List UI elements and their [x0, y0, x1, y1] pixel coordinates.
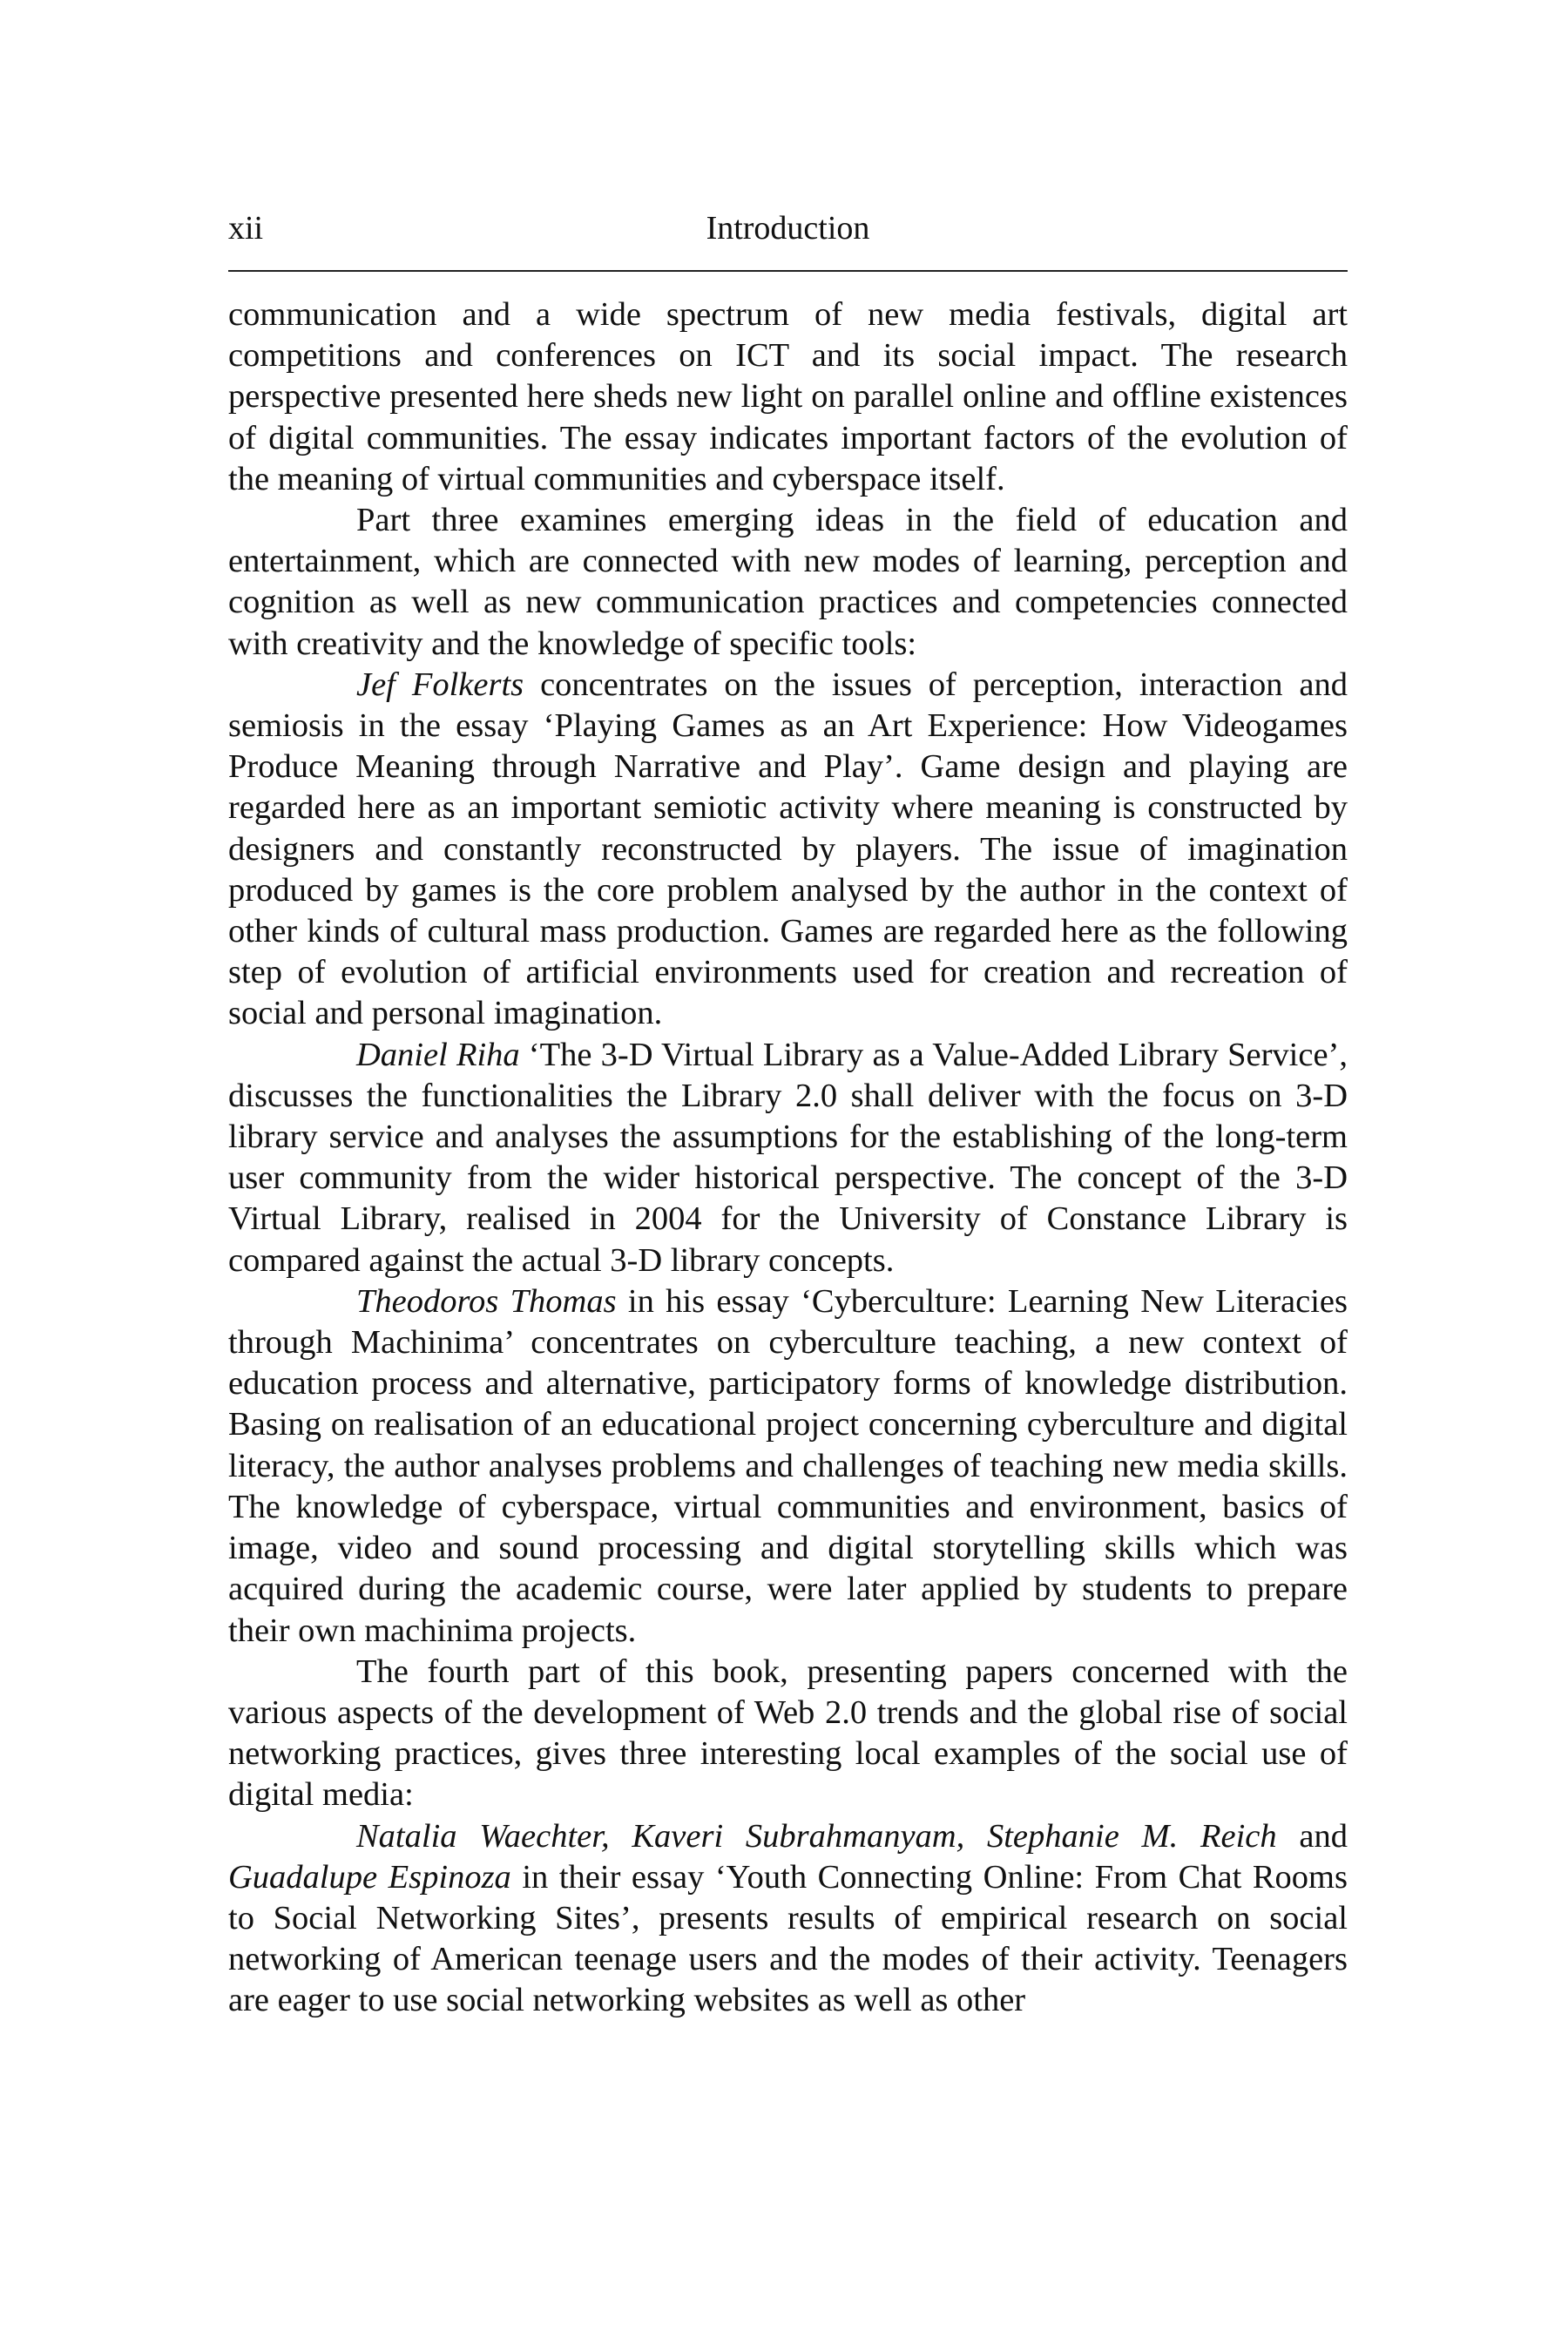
header-rule [228, 270, 1348, 272]
paragraph-text: Part three examines emerging ideas in the field of education and entertainment, which are connected with new modes of learning, perception and cognition as well as new communication practices and competencies connected with creativity and the knowledge of specific tools: [228, 502, 1348, 662]
paragraph-part-four [228, 1652, 1348, 1816]
running-head [228, 202, 1348, 254]
author-names: Natalia Waechter, Kaveri Subrahmanyam, Stephanie M. Reich [356, 1817, 1277, 1855]
author-name: Jef Folkerts [356, 666, 524, 703]
running-title: Introduction [706, 210, 870, 247]
page-number: xii [228, 210, 264, 247]
paragraph-text: communication and a wide spectrum of new media festivals, digital art competitions and conferences on ICT and its social impact. The research perspective presented here sheds new light on parallel online and offline existences of digital communities. The essay indicates important factors of the evolution of the meaning of virtual communities and cyberspace itself. [228, 296, 1348, 497]
paragraph-part-three [228, 500, 1348, 665]
paragraph-text: in their essay ‘Youth Connecting Online: From Chat Rooms to Social Networking Sites’, presents results of empirical research on social networking of American teenage users and the modes of their activity. Teenagers are eager to use social networking websites as well as other [228, 1858, 1348, 2019]
paragraph-riha [228, 1035, 1348, 1281]
author-name: Guadalupe Espinoza [228, 1858, 511, 1896]
author-name: Theodoros Thomas [356, 1282, 617, 1320]
author-name: Daniel Riha [356, 1036, 520, 1073]
paragraph-waechter [228, 1816, 1348, 2022]
paragraph-folkerts [228, 665, 1348, 1035]
paragraph-text: concentrates on the issues of perception, interaction and semiosis in the essay ‘Playing Games as an Art Experience: How Videogames Produce Meaning through Narrative and Play’. Game design and playing are regarded here as an important semiotic activity where meaning is constructed by designers and constantly reconstructed by players. The issue of imagination produced by games is the core problem analysed by the author in the context of other kinds of cultural mass production. Games are regarded here as the following step of evolution of artificial environments used for creation and recreation of social and personal imagination. [228, 666, 1348, 1032]
book-page [228, 202, 1348, 2022]
paragraph-text: ‘The 3-D Virtual Library as a Value-Added Library Service’, discusses the functionalities the Library 2.0 shall deliver with the focus on 3-D library service and analyses the assumptions for the establishing of the long-term user community from the wider historical perspective. The concept of the 3-D Virtual Library, realised in 2004 for the University of Constance Library is compared against the actual 3-D library concepts. [228, 1036, 1348, 1279]
conjunction: and [1276, 1817, 1348, 1855]
paragraph-continuation [228, 294, 1348, 500]
paragraph-text: in his essay ‘Cyberculture: Learning New Literacies through Machinima’ concentrates on cyberculture teaching, a new context of education process and alternative, participatory forms of knowledge distribution. Basing on realisation of an educational project concerning cyberculture and digital literacy, the author analyses problems and challenges of teaching new media skills. The knowledge of cyberspace, virtual communities and environment, basics of image, video and sound processing and digital storytelling skills which was acquired during the academic course, were later applied by students to prepare their own machinima projects. [228, 1282, 1348, 1649]
body-text [228, 294, 1348, 2022]
paragraph-thomas [228, 1281, 1348, 1652]
paragraph-text: The fourth part of this book, presenting papers concerned with the various aspects of the development of Web 2.0 trends and the global rise of social networking practices, gives three interesting local examples of the social use of digital media: [228, 1652, 1348, 1814]
